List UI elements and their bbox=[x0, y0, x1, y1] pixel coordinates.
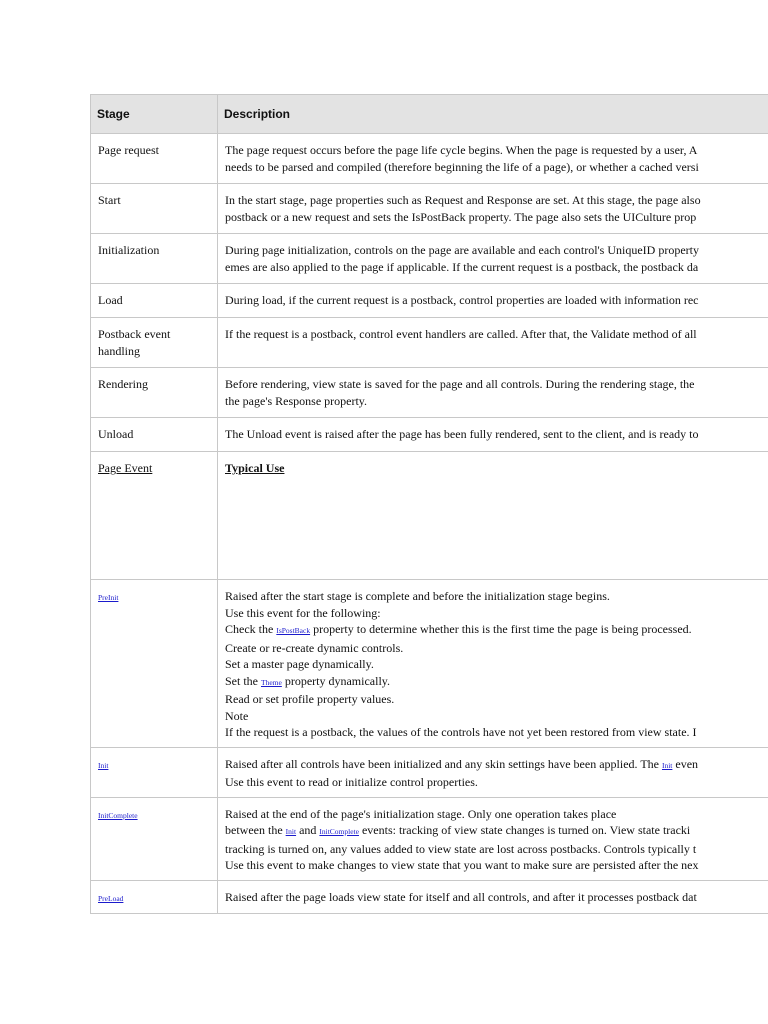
description-cell bbox=[218, 580, 768, 748]
events-header-row bbox=[91, 452, 768, 580]
stage-name-cell-initialization bbox=[91, 234, 218, 284]
table-row bbox=[91, 184, 768, 234]
text-line bbox=[225, 889, 768, 906]
inline-link[interactable]: InitComplete bbox=[319, 827, 359, 836]
description-text: between the bbox=[225, 823, 286, 837]
event-name-cell-initcomplete bbox=[91, 797, 218, 880]
event-name-cell-init bbox=[91, 747, 218, 797]
stage-name: Initialization bbox=[98, 243, 160, 257]
text-line bbox=[225, 708, 768, 725]
text-line bbox=[225, 656, 768, 673]
description-cell bbox=[218, 134, 768, 184]
description-text: Check the bbox=[225, 622, 277, 636]
table-row bbox=[91, 234, 768, 284]
stage-name-cell-load bbox=[91, 284, 218, 318]
inline-link[interactable]: Init bbox=[661, 760, 673, 770]
description-text: Read or set profile property values. bbox=[225, 692, 395, 706]
description-text: postback or a new request and sets the bbox=[225, 209, 412, 224]
events-header-body bbox=[91, 452, 768, 580]
description-text: are set. At this stage, the page also bbox=[532, 193, 701, 207]
typical-use-header: Typical Use bbox=[218, 452, 768, 580]
event-name-cell-preinit bbox=[91, 580, 218, 748]
stage-column-header: Stage bbox=[91, 95, 218, 134]
description-text: emes are also applied to the page if applicable. If the current request is a postback, the postback da bbox=[225, 259, 699, 274]
stage-name: Rendering bbox=[98, 377, 148, 391]
text-line bbox=[225, 822, 768, 841]
description-text: Before rendering, view state is saved for the page and all controls. During the rendering stage, the bbox=[225, 377, 695, 391]
description-text: Note bbox=[225, 708, 249, 723]
stage-name: Page request bbox=[98, 143, 159, 157]
text-line bbox=[225, 326, 768, 343]
description-text: property. bbox=[321, 393, 368, 408]
table-header-row bbox=[91, 95, 768, 134]
table-row bbox=[91, 747, 768, 797]
table-row bbox=[91, 880, 768, 914]
inline-link[interactable]: Validate bbox=[590, 327, 630, 341]
stage-name: Postback event handling bbox=[98, 327, 171, 358]
description-text: needs to be parsed and compiled (therefore beginning the life of a page), or whether a cached versi bbox=[225, 159, 699, 174]
text-line bbox=[225, 806, 768, 823]
description-text: In the start stage, page properties such as bbox=[225, 193, 425, 207]
text-line bbox=[225, 393, 768, 410]
description-text: The page request occurs before the page life cycle begins. When the page is requested by a user, A bbox=[225, 143, 698, 157]
text-line bbox=[225, 841, 768, 858]
table-row bbox=[91, 368, 768, 418]
stage-name-cell-postback-event-handling bbox=[91, 318, 218, 368]
stage-name: Unload bbox=[98, 427, 134, 441]
text-line bbox=[225, 142, 768, 159]
description-cell bbox=[218, 418, 768, 452]
page-lifecycle-table bbox=[90, 94, 768, 914]
description-text: and bbox=[296, 823, 320, 837]
text-line bbox=[225, 192, 768, 209]
table-row bbox=[91, 580, 768, 748]
description-text: even bbox=[672, 756, 699, 771]
text-line bbox=[225, 209, 768, 226]
description-text: Raised after all controls have been initialized and any skin settings have been applied. The bbox=[225, 756, 662, 771]
description-text: During page initialization, controls on the page are available and each control's bbox=[225, 243, 608, 257]
inline-link[interactable]: IsPostBack bbox=[276, 626, 311, 635]
description-text: events: tracking of view state changes is turned on. View state tracki bbox=[358, 823, 691, 837]
event-link[interactable]: PreInit bbox=[98, 593, 119, 602]
description-text: Create or re-create dynamic controls. bbox=[225, 640, 404, 655]
text-line bbox=[225, 640, 768, 657]
description-text: property dynamically. bbox=[281, 673, 391, 688]
description-cell bbox=[218, 184, 768, 234]
table-row bbox=[91, 418, 768, 452]
text-line bbox=[225, 691, 768, 708]
description-text: If the request is a postback, the values of the controls have not yet been restored from view state. I bbox=[225, 725, 697, 739]
description-column-header: Description bbox=[218, 95, 768, 134]
description-text: and bbox=[463, 193, 487, 207]
description-cell bbox=[218, 880, 768, 914]
inline-link[interactable]: Init bbox=[285, 827, 297, 836]
description-text: event is raised after the page has been fully rendered, sent to the client, and is ready to bbox=[281, 427, 699, 441]
description-cell bbox=[218, 234, 768, 284]
description-text: Use this event for the following: bbox=[225, 605, 381, 620]
stage-name-cell-rendering bbox=[91, 368, 218, 418]
text-line bbox=[225, 857, 768, 874]
description-text: Use this event to make changes to view state that you want to make sure are persisted after the nex bbox=[225, 858, 699, 872]
text-line bbox=[225, 292, 768, 309]
stage-name: Load bbox=[98, 293, 123, 307]
inline-link[interactable]: Response bbox=[275, 393, 322, 408]
description-text: property bbox=[655, 243, 700, 257]
description-cell bbox=[218, 747, 768, 797]
text-line bbox=[225, 242, 768, 259]
text-line bbox=[225, 673, 768, 692]
text-line bbox=[225, 756, 768, 775]
description-text: Use this event to read or initialize control properties. bbox=[225, 775, 478, 789]
text-line bbox=[225, 621, 768, 640]
description-cell bbox=[218, 318, 768, 368]
description-text: tracking is turned on, any values added to view state are lost across postbacks. Controls typically t bbox=[225, 841, 697, 856]
description-text: Raised after the page loads view state for itself and all controls, and after it processes postback dat bbox=[225, 889, 697, 904]
event-link[interactable]: Init bbox=[98, 760, 109, 770]
inline-link[interactable]: UniqueID bbox=[607, 243, 656, 257]
page-event-header: Page Event bbox=[91, 452, 218, 580]
description-cell bbox=[218, 368, 768, 418]
stage-name: Start bbox=[98, 193, 121, 207]
text-line bbox=[225, 724, 768, 741]
description-text: Raised at the end of the page's initialization stage. Only one operation takes place bbox=[225, 806, 617, 821]
table-row bbox=[91, 318, 768, 368]
inline-link[interactable]: Request bbox=[424, 193, 464, 207]
inline-link[interactable]: IsPostBack bbox=[411, 209, 466, 224]
inline-link[interactable]: Theme bbox=[261, 677, 282, 687]
description-cell bbox=[218, 797, 768, 880]
table-row bbox=[91, 284, 768, 318]
description-text: Set the bbox=[225, 673, 261, 688]
description-text: If the request is a postback, control event handlers are called. After that, the bbox=[225, 327, 591, 341]
text-line bbox=[225, 159, 768, 176]
event-link[interactable]: InitComplete bbox=[98, 810, 138, 820]
text-line bbox=[225, 259, 768, 276]
events-body bbox=[91, 580, 768, 914]
inline-link[interactable]: Response bbox=[486, 193, 533, 207]
description-text: Set a master page dynamically. bbox=[225, 657, 374, 671]
event-link[interactable]: PreLoad bbox=[98, 893, 124, 903]
description-text: prop bbox=[671, 209, 697, 224]
text-line bbox=[225, 376, 768, 393]
inline-link[interactable]: UICulture bbox=[622, 209, 672, 224]
description-text: During load, if the current request is a postback, control properties are loaded with information rec bbox=[225, 293, 699, 307]
stage-name-cell-page-request bbox=[91, 134, 218, 184]
event-name-cell-preload bbox=[91, 880, 218, 914]
stage-name-cell-unload bbox=[91, 418, 218, 452]
description-text: Raised after the start stage is complete and before the initialization stage begins. bbox=[225, 589, 610, 603]
stages-body bbox=[91, 134, 768, 452]
text-line bbox=[225, 774, 768, 791]
text-line bbox=[225, 588, 768, 605]
description-text: property to determine whether this is the first time the page is being processed. bbox=[310, 622, 692, 636]
table-row bbox=[91, 797, 768, 880]
text-line bbox=[225, 426, 768, 443]
description-text: the page's bbox=[225, 393, 276, 408]
description-text: property. The page also sets the bbox=[465, 209, 623, 224]
text-line bbox=[225, 605, 768, 622]
inline-link[interactable]: Unload bbox=[246, 427, 282, 441]
table-row bbox=[91, 134, 768, 184]
description-cell bbox=[218, 284, 768, 318]
description-text: The bbox=[225, 427, 247, 441]
stage-name-cell-start bbox=[91, 184, 218, 234]
description-text: method of all bbox=[629, 327, 697, 341]
